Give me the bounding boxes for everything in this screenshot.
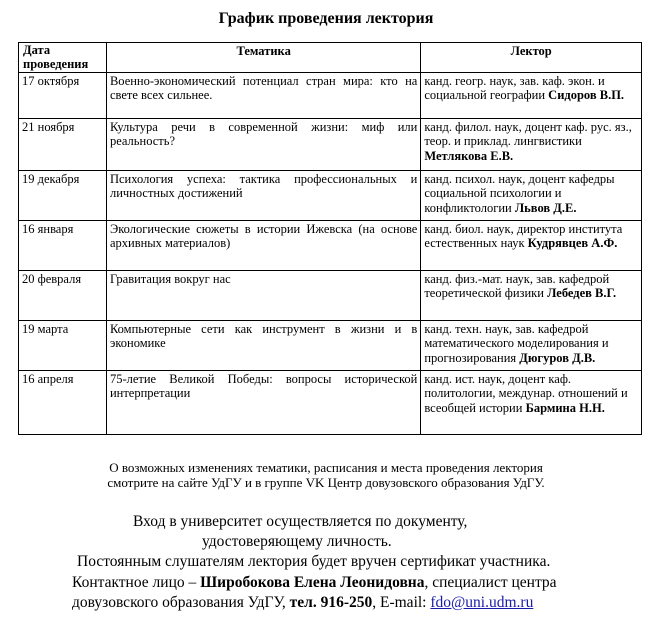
row-lecturer (421, 119, 642, 171)
row-lecturer (421, 73, 642, 119)
lecturer-name: Кудрявцев А.Ф. (527, 236, 618, 251)
row-date: 21 ноября (19, 119, 107, 171)
lecturer-name: Бармина Н.Н. (525, 400, 605, 415)
table-row (19, 119, 642, 171)
lecturer-info: канд. техн. наук, зав. кафедрой математического моделирования и прогнозирования (424, 322, 609, 365)
header-date: Дата проведения (19, 43, 107, 73)
row-lecturer (421, 221, 642, 271)
lecturer-info: канд. психол. наук, доцент кафедры социальной психологии и конфликтологии (424, 172, 615, 215)
table-header-row (19, 43, 642, 73)
entry-line-2: удостоверяющему личность. (202, 533, 392, 550)
row-date: 16 апреля (19, 371, 107, 435)
lecturer-info: канд. ист. наук, доцент каф. политологии, междунар. отношений и всеобщей истории (424, 372, 628, 415)
row-topic: 75-летие Великой Победы: вопросы исторической интерпретации (106, 371, 420, 435)
note-line-2: смотрите на сайте УдГУ и в группе VK Центр довузовского образования УдГУ. (107, 475, 545, 490)
entry-line-1: Вход в университет осуществляется по документу, (133, 513, 468, 530)
email-label: , E-mail: (372, 594, 427, 611)
lecturer-name: Львов Д.Е. (514, 200, 577, 215)
lecturer-name: Дюгуров Д.В. (519, 350, 596, 365)
dept-line (72, 593, 533, 613)
lecturer-name: Лебедев В.Г. (547, 286, 617, 301)
table-row (19, 371, 642, 435)
row-date: 20 февраля (19, 271, 107, 321)
row-topic: Гравитация вокруг нас (106, 271, 420, 321)
row-date: 19 марта (19, 321, 107, 371)
header-lecturer: Лектор (421, 43, 642, 73)
row-lecturer (421, 371, 642, 435)
lecturer-info: канд. биол. наук, директор института естественных наук (424, 222, 623, 251)
email-link[interactable]: fdo@uni.udm.ru (430, 594, 534, 611)
contact-label: Контактное лицо – (72, 574, 197, 591)
row-topic: Культура речи в современной жизни: миф или реальность? (106, 119, 420, 171)
row-lecturer (421, 321, 642, 371)
dept-text: довузовского образования УдГУ, (72, 594, 286, 611)
table-row (19, 221, 642, 271)
row-topic: Военно-экономический потенциал стран мира: кто на свете всех сильнее. (106, 73, 420, 119)
header-topic: Тематика (106, 43, 420, 73)
row-date: 19 декабря (19, 171, 107, 221)
table-row (19, 271, 642, 321)
table-row (19, 171, 642, 221)
row-topic: Компьютерные сети как инструмент в жизни и в экономике (106, 321, 420, 371)
changes-note (0, 460, 652, 490)
lecturer-name: Метлякова Е.В. (424, 148, 514, 163)
row-lecturer (421, 171, 642, 221)
lecturer-info: канд. филол. наук, доцент каф. рус. яз., теор. и приклад. лингвистики (424, 120, 632, 149)
row-topic: Психология успеха: тактика профессиональных и личностных достижений (106, 171, 420, 221)
contact-line (72, 573, 557, 593)
lecturer-info: канд. физ.-мат. наук, зав. кафедрой теоретической физики (424, 272, 610, 301)
table-row (19, 73, 642, 119)
schedule-table (18, 42, 642, 435)
table-row (19, 321, 642, 371)
lecturer-name: Сидоров В.П. (548, 88, 625, 103)
row-date: 16 января (19, 221, 107, 271)
contact-name: Широбокова Елена Леонидовна (200, 574, 425, 591)
row-topic: Экологические сюжеты в истории Ижевска (на основе архивных материалов) (106, 221, 420, 271)
row-lecturer (421, 271, 642, 321)
phone: тел. 916-250 (289, 594, 373, 611)
note-line-1: О возможных изменениях тематики, расписания и места проведения лектория (109, 460, 543, 475)
lecturer-info: канд. геогр. наук, зав. каф. экон. и социальной географии (424, 74, 605, 103)
page-title: График проведения лектория (218, 10, 434, 27)
contact-role: , специалист центра (424, 574, 557, 591)
row-date: 17 октября (19, 73, 107, 119)
certificate-line: Постоянным слушателям лектория будет вручен сертификат участника. (77, 553, 551, 570)
